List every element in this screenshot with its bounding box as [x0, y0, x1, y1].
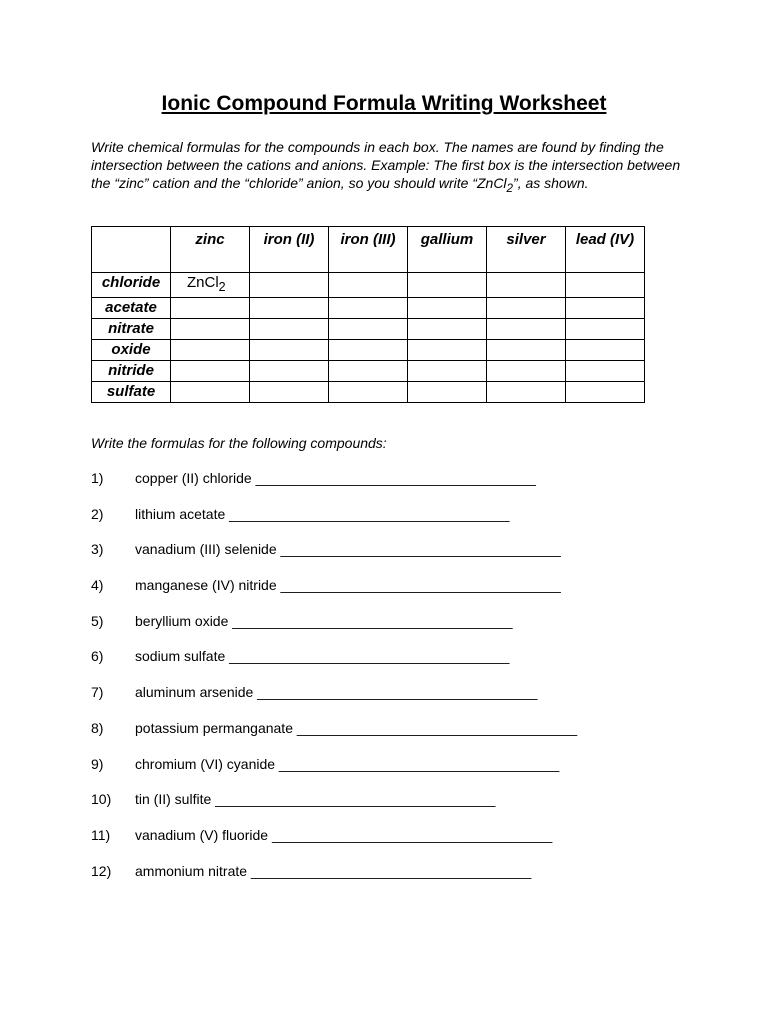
question-item — [91, 827, 691, 863]
table-row — [92, 382, 645, 403]
question-text: tin (II) sulfite ____________________________________ — [135, 791, 496, 808]
anion-label: nitrate — [92, 319, 171, 340]
answer-cell[interactable] — [171, 319, 250, 340]
question-text: vanadium (III) selenide ____________________________________ — [135, 541, 561, 558]
answer-cell[interactable] — [487, 340, 566, 361]
question-number: 7) — [91, 684, 104, 701]
formula-instructions: Write the formulas for the following compounds: — [91, 435, 387, 451]
question-number: 3) — [91, 541, 104, 558]
answer-cell[interactable] — [408, 319, 487, 340]
answer-cell[interactable] — [566, 319, 645, 340]
answer-cell[interactable] — [250, 319, 329, 340]
answer-cell[interactable] — [329, 382, 408, 403]
question-number: 11) — [91, 826, 111, 843]
answer-cell[interactable] — [408, 273, 487, 298]
answer-cell[interactable] — [487, 298, 566, 319]
question-number: 4) — [91, 577, 104, 594]
answer-cell[interactable] — [171, 382, 250, 403]
answer-cell[interactable] — [171, 298, 250, 319]
answer-cell[interactable] — [329, 361, 408, 382]
cation-header: lead (IV) — [566, 227, 645, 273]
anion-label: oxide — [92, 340, 171, 361]
question-item — [91, 720, 691, 756]
question-item — [91, 648, 691, 684]
table-row — [92, 319, 645, 340]
question-item — [91, 541, 691, 577]
answer-cell[interactable] — [408, 298, 487, 319]
question-text: beryllium oxide ____________________________________ — [135, 612, 513, 629]
table-row — [92, 298, 645, 319]
answer-cell[interactable] — [566, 382, 645, 403]
answer-cell[interactable] — [171, 340, 250, 361]
anion-label: acetate — [92, 298, 171, 319]
question-item — [91, 613, 691, 649]
question-item — [91, 470, 691, 506]
answer-cell[interactable] — [250, 273, 329, 298]
table-header-row — [92, 227, 645, 273]
answer-cell[interactable] — [250, 340, 329, 361]
cation-header: iron (III) — [329, 227, 408, 273]
answer-cell[interactable] — [408, 382, 487, 403]
question-text: lithium acetate ____________________________________ — [135, 505, 510, 522]
answer-cell[interactable] — [566, 340, 645, 361]
table-row — [92, 361, 645, 382]
answer-cell[interactable] — [487, 361, 566, 382]
question-number: 5) — [91, 612, 104, 629]
question-text: ammonium nitrate ____________________________________ — [135, 862, 532, 879]
question-text: sodium sulfate ____________________________________ — [135, 648, 510, 665]
question-text: manganese (IV) nitride ____________________________________ — [135, 577, 561, 594]
answer-cell[interactable] — [250, 382, 329, 403]
instructions-paragraph — [91, 138, 681, 198]
cation-header: zinc — [171, 227, 250, 273]
answer-cell[interactable] — [487, 319, 566, 340]
table-row — [92, 273, 645, 298]
instructions-text-end: ”, as shown. — [513, 175, 589, 192]
example-formula: ZnCl — [187, 274, 219, 291]
question-number: 10) — [91, 791, 112, 808]
question-number: 2) — [91, 505, 104, 522]
answer-cell[interactable] — [329, 273, 408, 298]
answer-cell[interactable] — [566, 361, 645, 382]
anion-label: sulfate — [92, 382, 171, 403]
answer-cell[interactable] — [408, 340, 487, 361]
anion-label: chloride — [92, 273, 171, 298]
question-item — [91, 756, 691, 792]
worksheet-title: Ionic Compound Formula Writing Worksheet — [161, 92, 607, 115]
question-item — [91, 577, 691, 613]
anion-label: nitride — [92, 361, 171, 382]
instructions-text: Write chemical formulas for the compounds in each box. The names are found by finding the intersection between the cations and anions. Example: The first box is the intersection between the “zinc” cation and the “chloride” anion, so you should write “ZnCl — [91, 139, 681, 192]
answer-cell[interactable] — [408, 361, 487, 382]
answer-cell[interactable] — [566, 273, 645, 298]
example-answer-cell — [171, 273, 250, 298]
cation-header: silver — [487, 227, 566, 273]
question-number: 6) — [91, 648, 104, 665]
answer-cell[interactable] — [329, 319, 408, 340]
table-corner-cell — [92, 227, 171, 273]
question-number: 1) — [91, 470, 104, 486]
answer-cell[interactable] — [329, 298, 408, 319]
question-number: 8) — [91, 719, 104, 736]
answer-cell[interactable] — [487, 382, 566, 403]
question-number: 9) — [91, 755, 104, 772]
answer-cell[interactable] — [487, 273, 566, 298]
question-item — [91, 684, 691, 720]
cation-anion-table — [91, 226, 645, 403]
question-text: aluminum arsenide ____________________________________ — [135, 684, 538, 701]
question-text: chromium (VI) cyanide ____________________________________ — [135, 755, 560, 772]
question-list — [91, 470, 691, 898]
instructions-subscript: 2 — [506, 182, 514, 196]
question-item — [91, 791, 691, 827]
answer-cell[interactable] — [566, 298, 645, 319]
cation-header: iron (II) — [250, 227, 329, 273]
answer-cell[interactable] — [250, 298, 329, 319]
question-text: copper (II) chloride ____________________________________ — [135, 470, 536, 486]
question-number: 12) — [91, 862, 112, 879]
question-item — [91, 506, 691, 542]
question-text: potassium permanganate ____________________________________ — [135, 719, 578, 736]
table-row — [92, 340, 645, 361]
cation-header: gallium — [408, 227, 487, 273]
answer-cell[interactable] — [329, 340, 408, 361]
question-item — [91, 863, 691, 899]
question-text: vanadium (V) fluoride ____________________________________ — [135, 826, 553, 843]
example-subscript: 2 — [218, 280, 226, 294]
answer-cell[interactable] — [250, 361, 329, 382]
answer-cell[interactable] — [171, 361, 250, 382]
